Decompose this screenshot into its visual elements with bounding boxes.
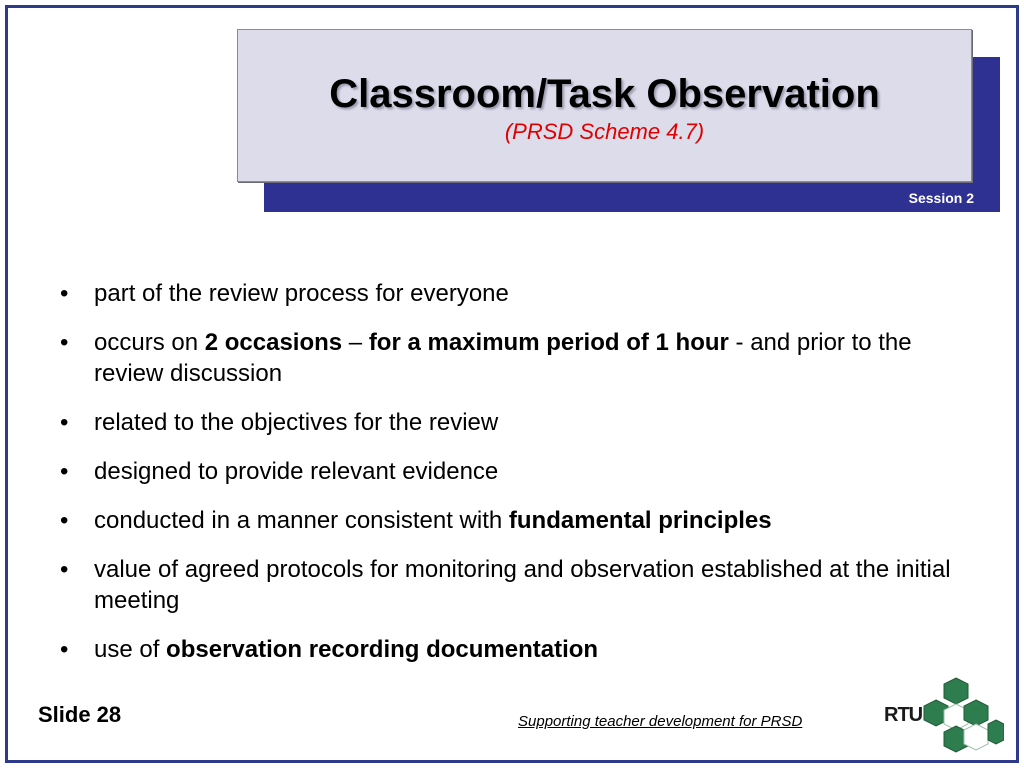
bullet-text: part of the review process for everyone	[94, 280, 509, 307]
bullet-text: value of agreed protocols for monitoring and observation established at the initial meeting	[94, 556, 951, 614]
page-subtitle: (PRSD Scheme 4.7)	[504, 119, 705, 144]
bullet-dot-icon: •	[60, 636, 69, 663]
bullet-dot-icon: •	[60, 329, 69, 356]
bullet-text: for a maximum period of 1 hour	[368, 329, 729, 356]
title-box	[237, 29, 972, 182]
bullet-text: use of	[94, 636, 167, 663]
bullet-dot-icon: •	[60, 556, 69, 583]
slide-number: Slide 28	[38, 702, 122, 727]
bullet-text: designed to provide relevant evidence	[94, 458, 499, 485]
rtu-logo	[884, 674, 1004, 754]
bullet-item	[60, 407, 960, 438]
bullet-text: fundamental principles	[508, 507, 772, 534]
bullet-item	[60, 634, 960, 665]
footer-tagline: Supporting teacher development for PRSD	[518, 713, 803, 730]
bullet-list	[60, 278, 960, 683]
logo-text: RTU	[884, 704, 923, 726]
bullet-text: related to the objectives for the review	[94, 409, 499, 436]
bullet-text: observation recording documentation	[166, 636, 599, 663]
bullet-dot-icon: •	[60, 507, 69, 534]
bullet-item	[60, 278, 960, 309]
bullet-text: 2 occasions	[204, 329, 343, 356]
bullet-item	[60, 456, 960, 487]
bullet-item	[60, 505, 960, 536]
bullet-item	[60, 554, 960, 616]
session-label: Session 2	[908, 190, 974, 206]
bullet-text: conducted in a manner consistent with	[94, 507, 509, 534]
bullet-item	[60, 327, 960, 389]
bullet-dot-icon: •	[60, 280, 69, 307]
bullet-dot-icon: •	[60, 409, 69, 436]
bullet-text: - and prior to the review discussion	[94, 329, 912, 387]
bullet-text: occurs on	[94, 329, 205, 356]
page-title: Classroom/Task Observation	[329, 72, 880, 116]
bullet-dot-icon: •	[60, 458, 69, 485]
bullet-text: –	[342, 329, 369, 356]
hexagon-cluster-icon	[884, 674, 1004, 754]
